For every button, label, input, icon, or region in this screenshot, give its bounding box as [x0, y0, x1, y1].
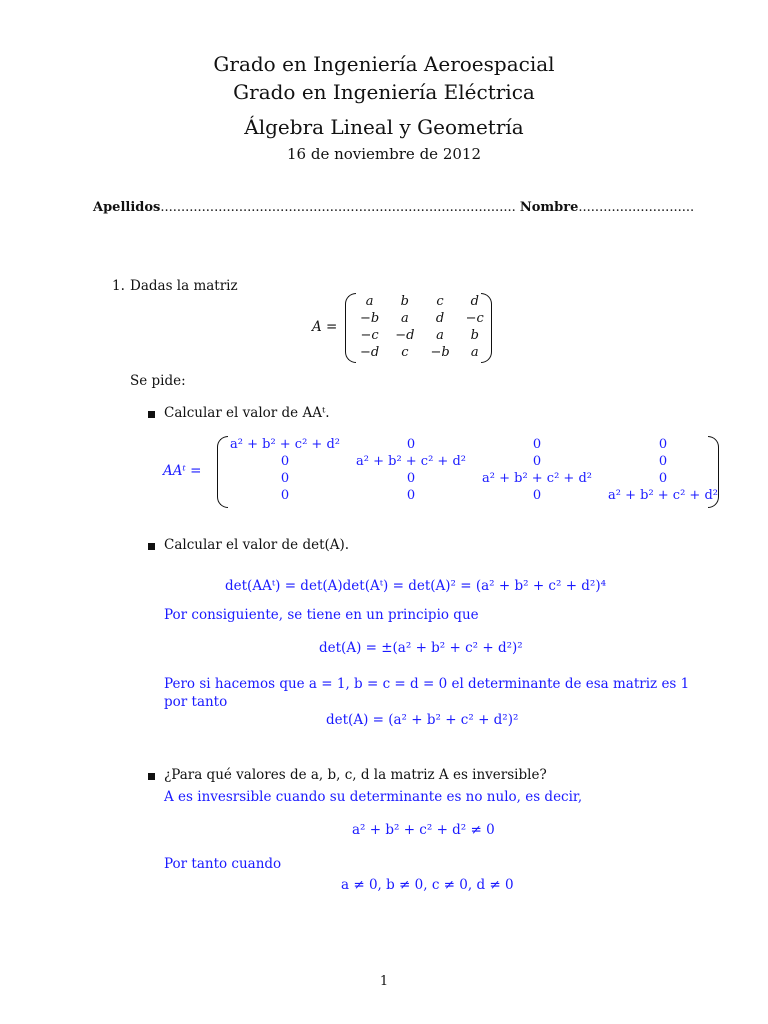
se-pide: Se pide:	[130, 373, 186, 389]
course-title: Álgebra Lineal y Geometría	[244, 115, 524, 139]
matrix-a-cell: a	[365, 294, 374, 309]
matrix-a-cell: b	[470, 328, 479, 343]
matrix-a-cell: −d	[395, 328, 415, 343]
eq-det-final: det(A) = (a² + b² + c² + d²)²	[326, 712, 519, 728]
matrix-a-cell: c	[401, 345, 409, 360]
matrix-aat-cell: a² + b² + c² + d²	[356, 454, 466, 469]
matrix-aat-cell: a² + b² + c² + d²	[482, 471, 592, 486]
page-number: 1	[379, 974, 389, 989]
matrix-row	[352, 344, 492, 361]
bullet-q1	[148, 411, 155, 418]
problem-number: 1.	[112, 278, 125, 294]
matrix-aat-cell: 0	[406, 471, 416, 486]
matrix-aat-cell: 0	[658, 454, 668, 469]
matrix-a-cell: a	[470, 345, 479, 360]
matrix-a-cell: −c	[465, 311, 484, 326]
text-consiguiente: Por consiguiente, se tiene en un principio que	[164, 607, 479, 623]
matrix-aat-cell: 0	[658, 471, 668, 486]
question-3: ¿Para qué valores de a, b, c, d la matriz A es inversible?	[164, 767, 547, 783]
text-por-tanto: por tanto	[164, 694, 228, 710]
matrix-aat-cell: a² + b² + c² + d²	[230, 437, 340, 452]
eq-nonzero: a² + b² + c² + d² ≠ 0	[352, 822, 495, 838]
matrix-a-cell: d	[435, 311, 445, 326]
nombre-label: Nombre	[519, 200, 579, 215]
matrix-aat-cell: 0	[406, 437, 416, 452]
text-pero: Pero si hacemos que a = 1, b = c = d = 0 el determinante de esa matriz es 1	[164, 676, 690, 692]
name-form	[93, 200, 694, 215]
text-por-tanto-cuando: Por tanto cuando	[164, 856, 282, 872]
matrix-row	[352, 310, 492, 327]
problem-intro: Dadas la matriz	[130, 278, 238, 294]
matrix-a-cell: −d	[360, 345, 380, 360]
matrix-aat	[222, 436, 726, 504]
apellidos-label: Apellidos	[93, 200, 161, 215]
matrix-a-cell: c	[436, 294, 444, 309]
matrix-row	[352, 327, 492, 344]
matrix-a-cell: d	[470, 294, 479, 309]
matrix-aat-cell: a² + b² + c² + d²	[608, 488, 718, 503]
eq-det-aat: det(AAᵗ) = det(A)det(Aᵗ) = det(A)² = (a² + b² + c² + d²)⁴	[225, 578, 607, 594]
matrix-a-cell: a	[436, 328, 444, 343]
bullet-q3	[148, 773, 155, 780]
matrix-aat-lhs: AAᵗ =	[163, 463, 202, 479]
title-line2: Grado en Ingeniería Eléctrica	[233, 80, 535, 104]
matrix-aat-cell: 0	[532, 488, 542, 503]
matrix-aat-cell: 0	[280, 454, 290, 469]
matrix-a-lhs: A =	[312, 319, 338, 335]
matrix-a-right-paren	[481, 293, 492, 363]
eq-conditions: a ≠ 0, b ≠ 0, c ≠ 0, d ≠ 0	[341, 877, 514, 893]
matrix-row	[222, 470, 726, 487]
matrix-aat-right-paren	[708, 436, 719, 508]
matrix-row	[222, 453, 726, 470]
bullet-q2	[148, 543, 155, 550]
question-2: Calcular el valor de det(A).	[164, 537, 350, 553]
text-inversible: A es invesrsible cuando su determinante es no nulo, es decir,	[164, 789, 583, 805]
matrix-aat-cell: 0	[658, 437, 668, 452]
matrix-a	[352, 293, 492, 361]
matrix-a-cell: −b	[360, 311, 380, 326]
matrix-row	[222, 436, 726, 453]
matrix-aat-cell: 0	[532, 454, 542, 469]
matrix-aat-cell: 0	[280, 488, 290, 503]
question-1: Calcular el valor de AAᵗ.	[164, 405, 330, 421]
matrix-aat-cell: 0	[532, 437, 542, 452]
eq-det-pm: det(A) = ±(a² + b² + c² + d²)²	[319, 640, 523, 656]
apellidos-dots: ......................................................................................	[160, 200, 516, 215]
matrix-a-cell: −b	[430, 345, 450, 360]
matrix-a-cell: −c	[360, 328, 379, 343]
matrix-row	[352, 293, 492, 310]
matrix-row	[222, 487, 726, 504]
matrix-a-cell: a	[400, 311, 409, 326]
matrix-aat-cell: 0	[406, 488, 416, 503]
title-line1: Grado en Ingeniería Aeroespacial	[213, 52, 555, 76]
nombre-dots: ............................	[578, 200, 695, 215]
matrix-a-cell: b	[400, 294, 409, 309]
matrix-aat-cell: 0	[280, 471, 290, 486]
exam-date: 16 de noviembre de 2012	[286, 145, 481, 163]
